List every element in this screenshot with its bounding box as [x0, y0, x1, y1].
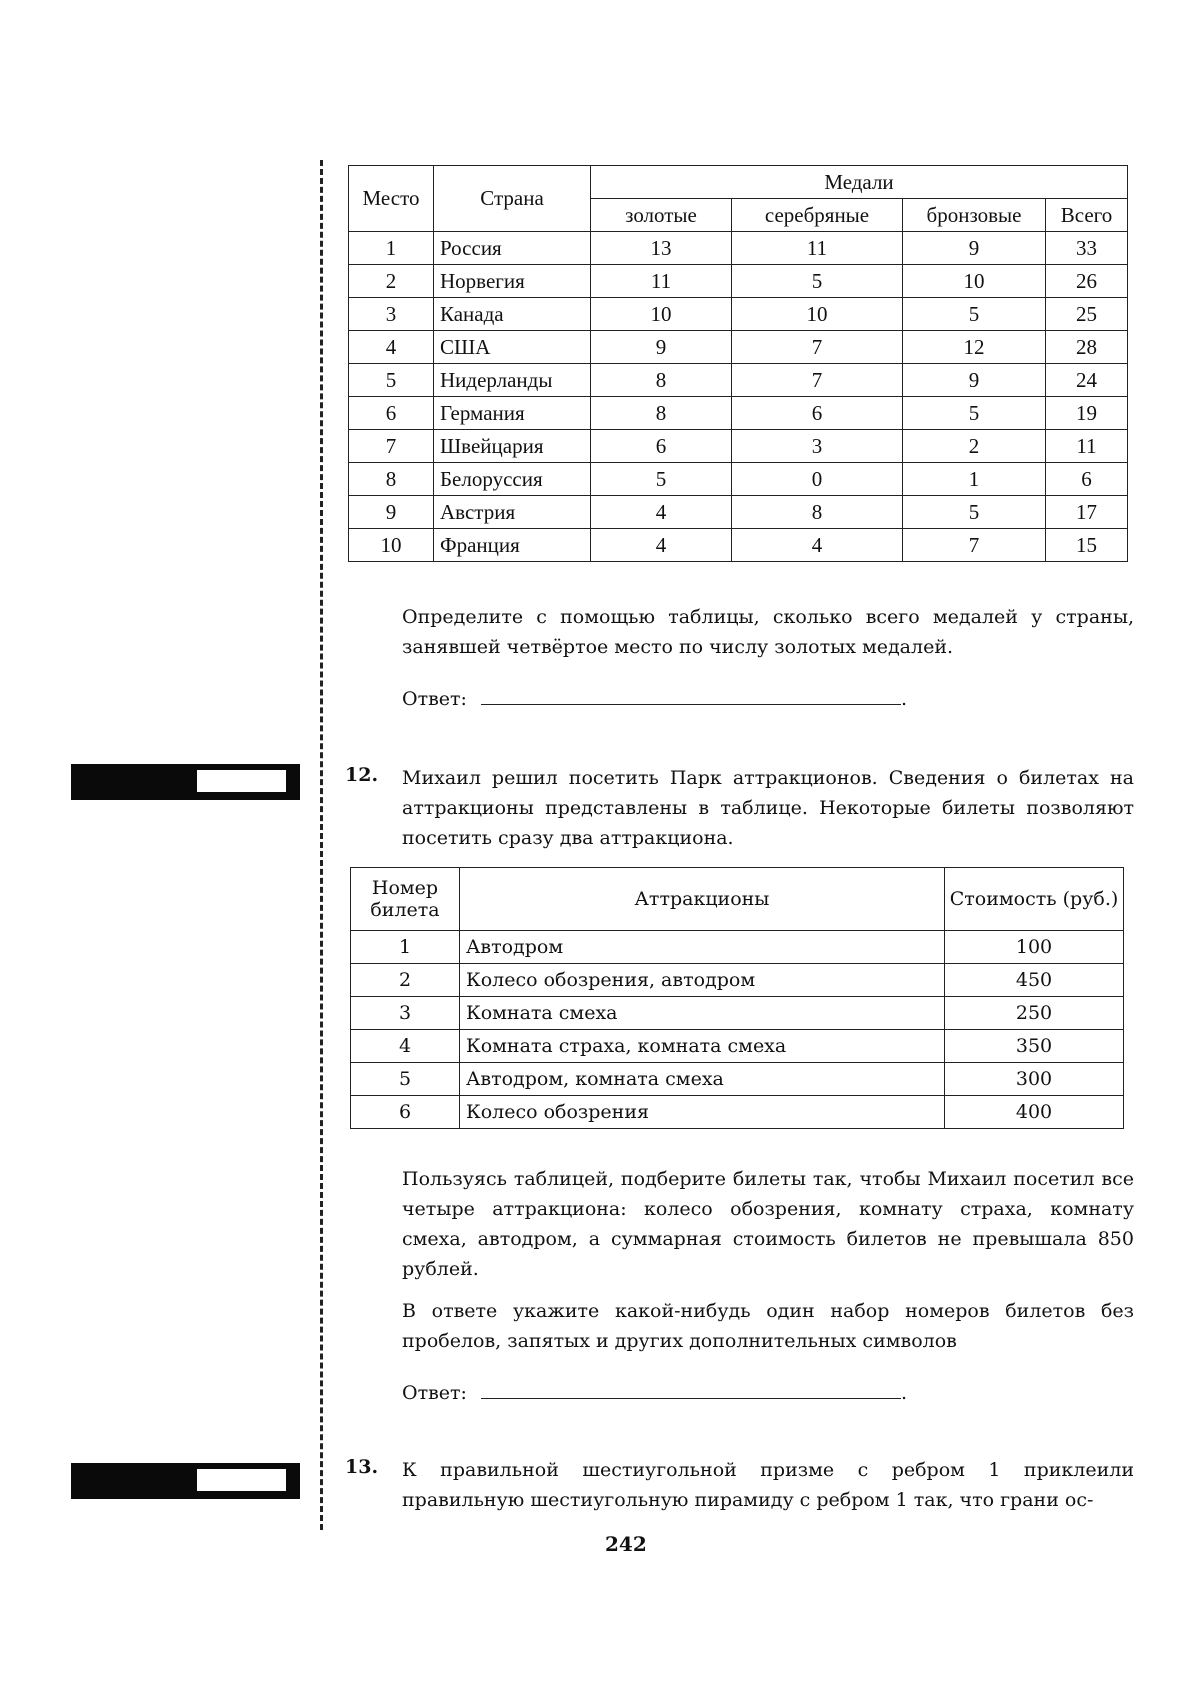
- table-row: [349, 430, 1128, 463]
- table-cell: 13: [591, 232, 732, 265]
- table-cell: 5: [349, 364, 434, 397]
- table-cell: 8: [349, 463, 434, 496]
- cut-line: [320, 160, 323, 1530]
- table-cell: 3: [351, 997, 460, 1030]
- table-cell: 2: [349, 265, 434, 298]
- table-cell: 10: [903, 265, 1046, 298]
- table-cell: 6: [732, 397, 903, 430]
- table-cell: 12: [903, 331, 1046, 364]
- table-row: [349, 232, 1128, 265]
- table-cell: 9: [349, 496, 434, 529]
- answer-mark-window: [197, 770, 286, 792]
- answer-mark-window: [197, 1469, 286, 1491]
- table-cell: 8: [591, 397, 732, 430]
- table-cell: Франция: [434, 529, 591, 562]
- table-cell: 1: [903, 463, 1046, 496]
- header-rides: Аттракционы: [460, 868, 945, 931]
- q12-instruction: В ответе укажите какой-нибудь один набор номеров билетов без пробелов, запятых и других дополнительных символов: [402, 1300, 1134, 1352]
- table-cell: 8: [732, 496, 903, 529]
- table-cell: 3: [732, 430, 903, 463]
- table-cell: Швейцария: [434, 430, 591, 463]
- table-cell: Автодром, комната смеха: [460, 1063, 945, 1096]
- header-medals: Медали: [591, 166, 1128, 199]
- table-row: [349, 496, 1128, 529]
- table-cell: 11: [591, 265, 732, 298]
- table-cell: 300: [945, 1063, 1124, 1096]
- table-cell: Комната страха, комната смеха: [460, 1030, 945, 1063]
- table-cell: 2: [903, 430, 1046, 463]
- q13-number: 13.: [345, 1456, 379, 1478]
- table-cell: Нидерланды: [434, 364, 591, 397]
- table-cell: 5: [732, 265, 903, 298]
- answer-label: Ответ:: [402, 1382, 467, 1404]
- table-cell: 4: [349, 331, 434, 364]
- table-cell: 5: [591, 463, 732, 496]
- page-number: 242: [605, 1532, 647, 1556]
- q11-answer: Ответ: .: [402, 688, 907, 710]
- table-cell: 5: [903, 496, 1046, 529]
- table-cell: 6: [591, 430, 732, 463]
- q12-intro: Михаил решил посетить Парк аттракционов. Сведения о билетах на аттракционы представлены в таблице. Некоторые билеты позволяют посетить сразу два аттракциона.: [402, 767, 1134, 849]
- answer-label: Ответ:: [402, 688, 467, 710]
- table-cell: 4: [732, 529, 903, 562]
- table-cell: Германия: [434, 397, 591, 430]
- table-row: [349, 265, 1128, 298]
- table-row: [351, 964, 1124, 997]
- table-cell: 4: [351, 1030, 460, 1063]
- table-cell: 11: [732, 232, 903, 265]
- table-row: [349, 463, 1128, 496]
- header-cost: Стоимость (руб.): [945, 868, 1124, 931]
- table-cell: США: [434, 331, 591, 364]
- table-cell: 15: [1046, 529, 1128, 562]
- table-cell: 1: [349, 232, 434, 265]
- table-row: [351, 1096, 1124, 1129]
- table-cell: Колесо обозрения, автодром: [460, 964, 945, 997]
- table-row: [349, 298, 1128, 331]
- table-cell: 19: [1046, 397, 1128, 430]
- table-cell: Комната смеха: [460, 997, 945, 1030]
- table-cell: 7: [732, 331, 903, 364]
- table-cell: 2: [351, 964, 460, 997]
- table-cell: 8: [591, 364, 732, 397]
- table-cell: Канада: [434, 298, 591, 331]
- table-cell: 1: [351, 931, 460, 964]
- table-row: [351, 997, 1124, 1030]
- table-row: [351, 1030, 1124, 1063]
- table-row: [351, 931, 1124, 964]
- q12-answer: Ответ: .: [402, 1382, 907, 1404]
- header-silver: серебряные: [732, 199, 903, 232]
- medals-table: [348, 165, 1128, 562]
- table-cell: 9: [903, 364, 1046, 397]
- header-place: Место: [349, 166, 434, 232]
- table-row: [349, 364, 1128, 397]
- table-cell: 7: [903, 529, 1046, 562]
- table-cell: Норвегия: [434, 265, 591, 298]
- q13-text: К правильной шестиугольной призме с ребром 1 приклеили правильную шестиугольную пирамиду с ребром 1 так, что грани ос-: [402, 1459, 1134, 1511]
- answer-field[interactable]: [481, 1380, 901, 1399]
- tickets-table: [350, 867, 1124, 1129]
- table-row: [349, 331, 1128, 364]
- table-row: [351, 1063, 1124, 1096]
- table-cell: 26: [1046, 265, 1128, 298]
- answer-mark-box-12: [71, 764, 300, 800]
- table-cell: 10: [591, 298, 732, 331]
- table-cell: Австрия: [434, 496, 591, 529]
- table-cell: 33: [1046, 232, 1128, 265]
- table-cell: 11: [1046, 430, 1128, 463]
- table-cell: Колесо обозрения: [460, 1096, 945, 1129]
- table-cell: 6: [349, 397, 434, 430]
- table-cell: 250: [945, 997, 1124, 1030]
- table-cell: 3: [349, 298, 434, 331]
- table-cell: 10: [349, 529, 434, 562]
- table-cell: 100: [945, 931, 1124, 964]
- table-cell: 4: [591, 496, 732, 529]
- table-cell: 24: [1046, 364, 1128, 397]
- table-cell: 450: [945, 964, 1124, 997]
- answer-field[interactable]: [481, 686, 901, 705]
- table-cell: 7: [349, 430, 434, 463]
- q11-text: Определите с помощью таблицы, сколько всего медалей у страны, занявшей четвёртое место по числу золотых медалей.: [402, 606, 1134, 658]
- table-row: [349, 529, 1128, 562]
- header-total: Всего: [1046, 199, 1128, 232]
- table-cell: 0: [732, 463, 903, 496]
- table-cell: 25: [1046, 298, 1128, 331]
- table-cell: 400: [945, 1096, 1124, 1129]
- table-cell: 17: [1046, 496, 1128, 529]
- table-cell: 350: [945, 1030, 1124, 1063]
- table-cell: 9: [591, 331, 732, 364]
- table-cell: 7: [732, 364, 903, 397]
- header-bronze: бронзовые: [903, 199, 1046, 232]
- table-cell: 5: [351, 1063, 460, 1096]
- table-cell: 6: [1046, 463, 1128, 496]
- table-cell: Белоруссия: [434, 463, 591, 496]
- answer-mark-box-13: [71, 1463, 300, 1499]
- header-gold: золотые: [591, 199, 732, 232]
- table-cell: 10: [732, 298, 903, 331]
- q12-task: Пользуясь таблицей, подберите билеты так, чтобы Михаил посетил все четыре аттракциона: колесо обозрения, комнату страха, комнату смеха, автодром, а суммарная стоимость билетов не превышала 850 рублей.: [402, 1168, 1134, 1280]
- header-country: Страна: [434, 166, 591, 232]
- table-row: [349, 397, 1128, 430]
- table-cell: Автодром: [460, 931, 945, 964]
- table-cell: 5: [903, 397, 1046, 430]
- table-cell: 28: [1046, 331, 1128, 364]
- table-cell: 9: [903, 232, 1046, 265]
- header-ticket: Номер билета: [351, 868, 460, 931]
- q12-number: 12.: [345, 764, 379, 786]
- table-cell: 6: [351, 1096, 460, 1129]
- table-cell: 4: [591, 529, 732, 562]
- table-cell: 5: [903, 298, 1046, 331]
- table-cell: Россия: [434, 232, 591, 265]
